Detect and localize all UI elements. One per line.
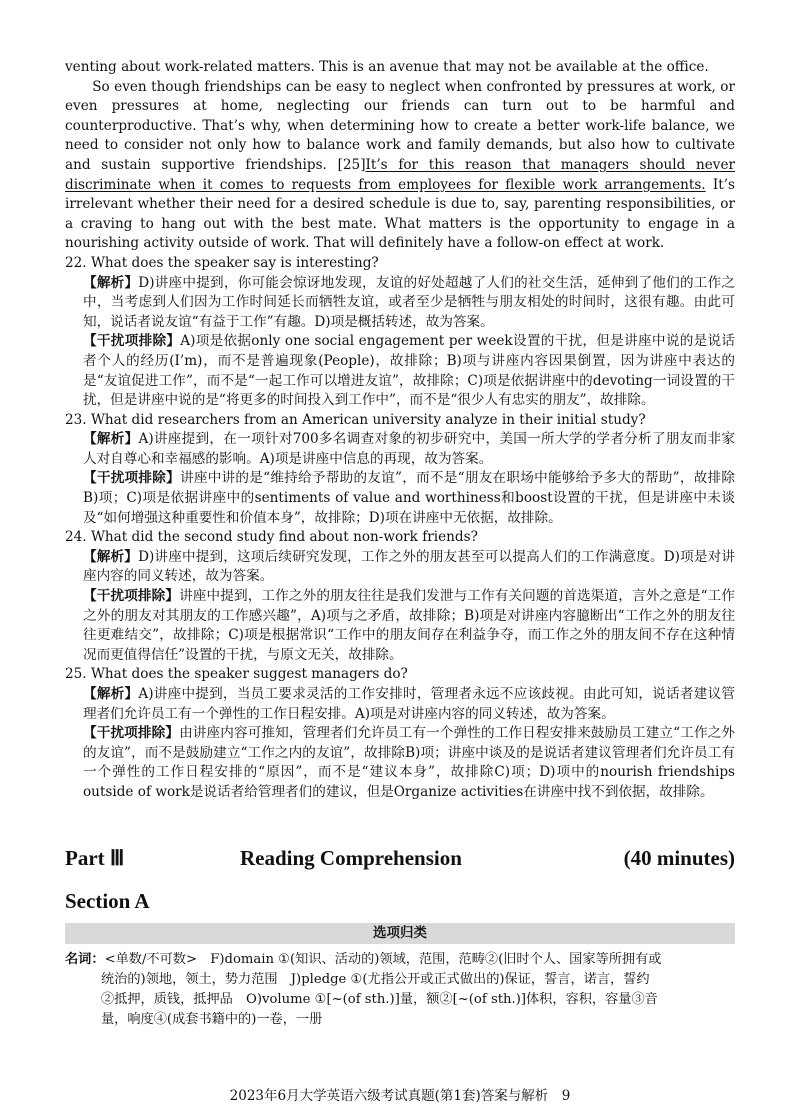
question-block (65, 665, 735, 802)
question-text: 25. What does the speaker suggest managers do? (65, 666, 408, 683)
part-label: Part Ⅲ (65, 846, 125, 870)
passage-line: venting about work-related matters. This is an avenue that may not be available at the office. (65, 59, 709, 75)
distractor-analysis (83, 332, 735, 410)
analysis (83, 685, 735, 724)
distractor-analysis (83, 469, 735, 528)
part-title: Reading Comprehension (240, 846, 462, 870)
distractor-label: 【干扰项排除】 (83, 588, 180, 605)
vocab-line: ②抵押，质钱，抵押品 O)volume ①[~(of sth.)]量，额②[~(of sth.)]体积，容积，容量③音 (101, 992, 658, 1007)
vocab-line: 统治的)领地，领土，势力范围 J)pledge ①(尤指公开或正式做出的)保证，誓言，诺言，誓约 (101, 972, 650, 987)
analysis-text: A)讲座提到，在一项针对700多名调查对象的初步研究中，美国一所大学的学者分析了朋友而非家人对自尊心和幸福感的影响。A)项是讲座中信息的再现，故为答案。 (83, 431, 735, 467)
distractor-text: 讲座中讲的是“维持给予帮助的友谊”，而不是“朋友在职场中能够给予多大的帮助”，故排除B)项；C)项是依据讲座中的sentiments of value and worthiness和boost设置的干扰，但是讲座中未谈及“如何增强这种重要性和价值本身”，故排除；D)项在讲座中无依据，故排除。 (83, 470, 736, 526)
vocab-text: <单数/不可数> F)domain ①(知识、活动的)领域，范围，范畴②(旧时个人、国家等所拥有或 (104, 952, 662, 967)
analysis-label: 【解析】 (83, 548, 139, 565)
distractor-label: 【干扰项排除】 (83, 725, 180, 742)
category-bar: 选项归类 (65, 923, 735, 944)
distractor-text: A)项是依据only one social engagement per week设置的干扰，但是讲座中说的是说话者个人的经历(I’m)，而不是普遍现象(People)，故排除；B)项与讲座内容因果倒置，因为讲座中表达的是“友谊促进工作”，而不是“一起工作可以增进友谊”，故排除；C)项是依据讲座中的devoting一词设置的干扰，但是讲座中说的是“将更多的时间投入到工作中”，而不是“很少人有忠实的朋友”，故排除。 (83, 333, 735, 409)
analysis (83, 548, 735, 587)
distractor-text: 由讲座内容可推知，管理者们允许员工有一个弹性的工作日程安排来鼓励员工建立“工作之外的友谊”，而不是鼓励建立“工作之内的友谊”，故排除B)项；讲座中谈及的是说话者建议管理者们允许员工有一个弹性的工作日程安排的“原因”，而不是“建议本身”，故排除C)项；D)项中的nourish friendships outside of work是说话者给管理者们的建议，但是Organize activities在讲座中找不到依据，故排除。 (83, 725, 736, 800)
distractor-analysis (83, 587, 735, 665)
distractor-analysis (83, 724, 735, 802)
analysis (83, 430, 735, 469)
question-text: 24. What did the second study find about non-work friends? (65, 529, 478, 546)
analysis-text: A)讲座中提到，当员工要求灵活的工作安排时，管理者永远不应该歧视。由此可知，说话者建议管理者们允许员工有一个弹性的工作日程安排。A)项是对讲座内容的同义转述，故为答案。 (83, 686, 736, 722)
question-marker: [25] (337, 156, 366, 173)
distractor-text: 讲座中提到，工作之外的朋友往往是我们发泄与工作有关问题的首选渠道，言外之意是“工作之外的朋友对其朋友的工作感兴趣”，A)项与之矛盾，故排除；B)项是对讲座内容臆断出“工作之外的朋友往往更难结交”，故排除；C)项是根据常识“工作中的朋友间存在利益争夺，而工作之外的朋友间不存在这种情况而更值得信任”设置的干扰，与原文无关，故排除。 (83, 588, 736, 663)
analysis-label: 【解析】 (83, 274, 139, 291)
page-footer: 2023年6月大学英语六级考试真题(第1套)答案与解析 9 (229, 1088, 571, 1104)
underlined-sentence: It’s for this reason that managers should never discriminate when it comes to requests from employees for flexible work arrangements. (65, 156, 736, 193)
passage-text-a: So even though friendships can be easy to neglect when confronted by pressures at work, or even pressures at home, neglecting our friends can turn out to be harmful and counterproductive. That’s why, when determining how to create a better work-life balance, we need to consider not only how to balance work and family demands, but also how to cultivate and sustain supportive friendships. (65, 78, 735, 173)
analysis (83, 274, 735, 333)
distractor-label: 【干扰项排除】 (83, 470, 180, 487)
section-heading: Section A (65, 889, 150, 913)
analysis-text: D)讲座中提到，这项后续研究发现，工作之外的朋友甚至可以提高人们的工作满意度。D)项是对讲座内容的同义转述，故为答案。 (83, 548, 735, 585)
question-block (65, 411, 735, 529)
distractor-label: 【干扰项排除】 (83, 333, 181, 350)
passage-paragraph (65, 78, 735, 254)
vocab-block (65, 950, 735, 1030)
vocab-label: 名词： (65, 952, 105, 967)
part-heading (65, 846, 735, 876)
vocab-line (65, 950, 735, 970)
question-block (65, 254, 735, 411)
question-text: 22. What does the speaker say is interesting? (65, 254, 379, 271)
analysis-text: D)讲座中提到，你可能会惊讶地发现，友谊的好处超越了人们的社交生活，延伸到了他们的工作之中，当考虑到人们因为工作时间延长而牺牲友谊，或者至少是牺牲与朋友相处的时间时，这很有趣。由此可知，说话者说友谊“有益于工作”有趣。D)项是概括转述，故为答案。 (83, 274, 736, 330)
vocab-line: 量，响度④(成套书籍中的)一卷，一册 (101, 1012, 323, 1027)
part-time: (40 minutes) (623, 846, 735, 870)
answer-page (65, 58, 735, 803)
question-text: 23. What did researchers from an American university analyze in their initial study? (65, 411, 646, 428)
analysis-label: 【解析】 (83, 686, 139, 702)
analysis-label: 【解析】 (83, 431, 139, 448)
question-block (65, 528, 735, 665)
passage-text-b: It’s irrelevant whether their need for a desired schedule is due to, say, parenting responsibilities, or a craving to hang out with the best mate. What matters is the opportunity to engage in a nourishing activity outside of work. That will definitely have a follow-on effect at work. (65, 176, 736, 252)
